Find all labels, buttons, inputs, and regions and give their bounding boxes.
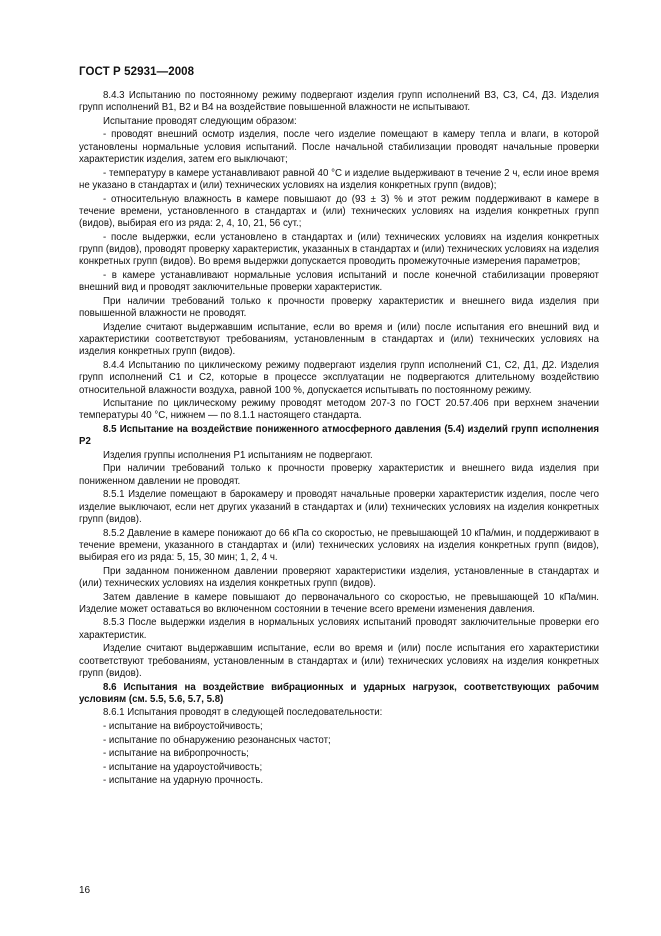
page-content: [79, 90, 599, 789]
para-8-5-1: 8.5.1 Изделие помещают в барокамеру и проводят начальные проверки характеристик изделия, после чего изделие выключают, если нет других указаний в стандартах и (или) технических условиях на изделия конкретных групп (видов).: [79, 489, 599, 525]
paragraph: Изделие считают выдержавшим испытание, если во время и (или) после испытания его характеристики соответствуют требованиям, установленным в стандартах и (или) технических условиях на изделия конкретных групп (видов).: [79, 643, 599, 680]
paragraph: Изделие считают выдержавшим испытание, если во время и (или) после испытания его внешний вид и характеристики соответствуют требованиям, установленным в стандартах и (или) технических условиях на изделия конкретных групп (видов).: [79, 321, 599, 358]
para-8-5-3: 8.5.3 После выдержки изделия в нормальных условиях испытаний проводят заключительные проверки его характеристик.: [79, 617, 599, 641]
paragraph: При заданном пониженном давлении проверяют характеристики изделия, установленные в стандартах и (или) технических условиях на изделия конкретных групп (видов).: [79, 565, 599, 590]
list-item: - испытание на удароустойчивость;: [103, 761, 263, 773]
para-8-4-4: 8.4.4 Испытанию по циклическому режиму подвергают изделия групп исполнений С1, С2, Д1, Д2. Изделия групп исполнений С1 и С2, которые в процессе эксплуатации не подвергаются длительному воздействию относительной влажности воздуха, равной 100 %, допускается испытывать по постоянному режиму.: [79, 359, 599, 396]
paragraph: Изделия группы исполнения Р1 испытаниям не подвергают.: [103, 449, 373, 461]
list-item: - испытание на ударную прочность.: [103, 775, 264, 787]
para-8-4-3: 8.4.3 Испытанию по постоянному режиму подвергают изделия групп исполнений В3, С3, С4, Д3. Изделия групп исполнений В1, В2 и В4 на воздействие повышенной влажности не испытывают.: [79, 90, 599, 114]
paragraph: Испытание по циклическому режиму проводят методом 207-3 по ГОСТ 20.57.406 при верхнем значении температуры 40 °С, нижнем — по 8.1.1 настоящего стандарта.: [79, 398, 599, 422]
page-number: 16: [79, 885, 91, 896]
list-item: - относительную влажность в камере повышают до (93 ± 3) % и этот режим поддерживают в камере в течение времени, установленного в стандартах и (или) технических условиях на изделия конкретных групп (видов), выбирая его из ряда: 2, 4, 10, 21, 56 сут.;: [79, 193, 599, 230]
list-item: - в камере устанавливают нормальные условия испытаний и после конечной стабилизации проверяют внешний вид и проводят заключительные проверки характеристик.: [79, 269, 599, 294]
list-item: - испытание на вибропрочность;: [103, 748, 249, 760]
para-8-6-1: 8.6.1 Испытания проводят в следующей последовательности:: [103, 707, 383, 719]
standard-header: ГОСТ Р 52931—2008: [79, 66, 195, 78]
list-item: - испытание на виброустойчивость;: [103, 720, 263, 732]
paragraph: При наличии требований только к прочности проверку характеристик и внешнего вида изделия при пониженном давлении не проводят.: [79, 463, 599, 487]
list-item: - после выдержки, если установлено в стандартах и (или) технических условиях на изделия конкретных групп (видов), проводят проверку характеристик, указанных в стандартах и (или) технических условиях на изделия конкретных групп (видов). Во время выдержки допускается проводить промежуточные измерения параметров;: [79, 231, 599, 268]
list-item: - температуру в камере устанавливают равной 40 °С и изделие выдерживают в течение 2 ч, если иное время не указано в стандартах и (или) технических условиях на изделия конкретных групп (видов);: [79, 167, 599, 191]
paragraph: При наличии требований только к прочности проверку характеристик и внешнего вида изделия при повышенной влажности не проводят.: [79, 295, 599, 320]
section-heading-8-6: 8.6 Испытания на воздействие вибрационных и ударных нагрузок, соответствующих рабочим условиям (см. 5.5, 5.6, 5.7, 5.8): [79, 681, 599, 705]
para-procedure-intro: Испытание проводят следующим образом:: [103, 115, 297, 127]
list-item: - проводят внешний осмотр изделия, после чего изделие помещают в камеру тепла и влаги, в которой установлены нормальные условия испытаний. После начальной стабилизации проводят начальные проверки характеристик изделия, затем его выключают;: [79, 129, 599, 166]
para-8-5-2: 8.5.2 Давление в камере понижают до 66 кПа со скоростью, не превышающей 10 кПа/мин, и поддерживают в течение времени, указанного в стандартах и (или) технических условиях на изделия конкретных групп (видов), выбирая его из ряда: 5, 15, 30 мин; 1, 2, 4 ч.: [79, 527, 599, 564]
section-heading-8-5: 8.5 Испытание на воздействие пониженного атмосферного давления (5.4) изделий групп исполнения Р2: [79, 424, 599, 448]
list-item: - испытание по обнаружению резонансных частот;: [103, 734, 331, 746]
paragraph: Затем давление в камере повышают до первоначального со скоростью, не превышающей 10 кПа/мин. Изделие может оставаться во включенном состоянии в течение всего времени изменения давления.: [79, 591, 599, 615]
